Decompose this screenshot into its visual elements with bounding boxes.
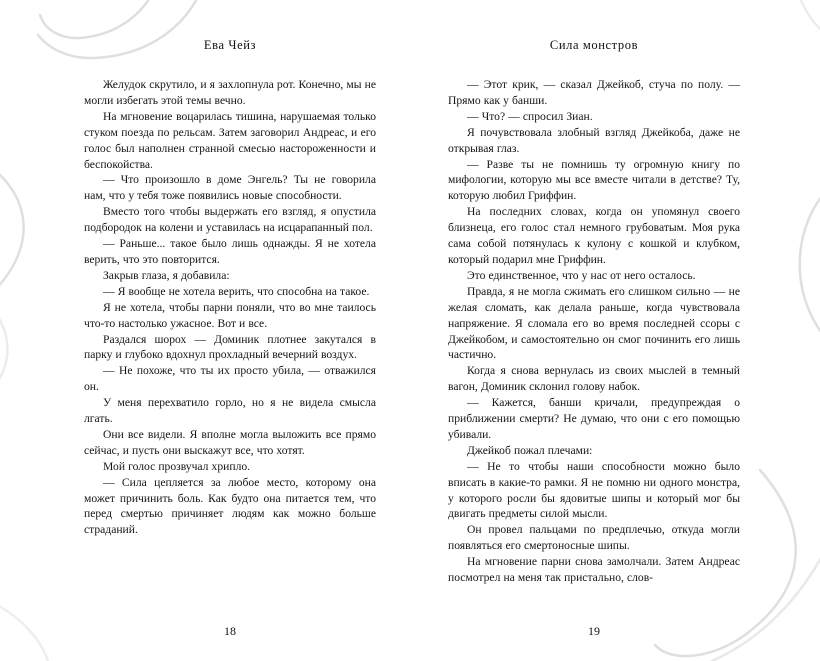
page-left-text [84,77,376,538]
paragraph: — Этот крик, — сказал Джейкоб, стуча по полу. — Прямо как у банши. [448,78,740,107]
paragraph: Это единственное, что у нас от него осталось. [467,268,696,282]
paragraph: — Что? — спросил Зиан. [467,109,593,123]
running-head-author: Ева Чейз [203,38,257,52]
paragraph: — Разве ты не помнишь ту огромную книгу по мифологии, которую мы все вместе читали в детстве? Ту, которую любил Гриффин. [448,157,740,203]
page-right [448,0,740,586]
paragraph: Правда, я не могла сжимать его слишком сильно — не желая сломать, как делала раньше, когда чувствовала напряжение. Я сломала его во время последней ссоры с Джейкобом, и самостоятельно он смог починить его лишь частично. [448,284,740,362]
paragraph: На мгновение воцарилась тишина, нарушаемая только стуком поезда по рельсам. Затем заговорил Андреас, и его голос был наполнен странной смесью настороженности и беспокойства. [84,109,376,171]
paragraph: Джейкоб пожал плечами: [467,443,593,457]
paragraph: Желудок скрутило, и я захлопнула рот. Конечно, мы не могли избегать этой темы вечно. [84,78,376,107]
page-left [84,0,376,538]
paragraph: Он провел пальцами по предплечью, откуда могли появляться его смертоносные шипы. [448,523,740,553]
paragraph: На последних словах, когда он упомянул своего близнеца, его голос стал немного грубоватым. Моя рука сама собой потянулась к кулону с кошкой и клубком, который подарил мне Гриффин. [448,205,740,266]
running-head-title: Сила монстров [549,38,639,52]
paragraph: — Кажется, банши кричали, предупреждая о приближении смерти? Не думаю, что они с его помощью убивали. [448,396,740,441]
page-number-right: 19 [588,624,600,638]
page-number-left: 18 [224,624,236,638]
page-right-text [448,77,740,586]
paragraph: Я почувствовала злобный взгляд Джейкоба, даже не открывая глаз. [448,125,740,155]
paragraph: — Я вообще не хотела верить, что способна на такое. [103,284,370,298]
paragraph: — Не похоже, что ты их просто убила, — отважился он. [84,364,376,394]
paragraph: На мгновение парни снова замолчали. Затем Андреас посмотрел на меня так пристально, слов- [448,555,740,585]
paragraph: Мой голос прозвучал хрипло. [103,459,251,473]
paragraph: — Что произошло в доме Энгель? Ты не говорила нам, что у тебя тоже появились новые способности. [84,173,376,203]
paragraph: Закрыв глаза, я добавила: [103,268,230,282]
paragraph: Я не хотела, чтобы парни поняли, что во мне таилось что-то настолько ужасное. Вот и все. [84,300,376,330]
paragraph: — Не то чтобы наши способности можно было вписать в какие-то рамки. Я не помню ни одного монстра, у которого росли бы ядовитые шипы и который мог бы двигать предметы силой мысли. [448,459,740,521]
paragraph: Они все видели. Я вполне могла выложить все прямо сейчас, и пусть они выскажут все, что хотят. [84,427,376,457]
paragraph: Вместо того чтобы выдержать его взгляд, я опустила подбородок на колени и уставилась на исцарапанный пол. [84,205,376,235]
paragraph: Раздался шорох — Доминик плотнее закутался в парку и глубоко вдохнул прохладный вечерний воздух. [84,332,376,362]
paragraph: Когда я снова вернулась из своих мыслей в темный вагон, Доминик склонил голову набок. [448,364,740,394]
paragraph: — Раньше... такое было лишь однажды. Я не хотела верить, что это повторится. [84,237,376,266]
paragraph: У меня перехватило горло, но я не видела смысла лгать. [84,396,376,426]
paragraph: — Сила цепляется за любое место, которому она может причинить боль. Как будто она питается тем, что перед смертью причиняет людям как можно больше страданий. [84,475,376,537]
